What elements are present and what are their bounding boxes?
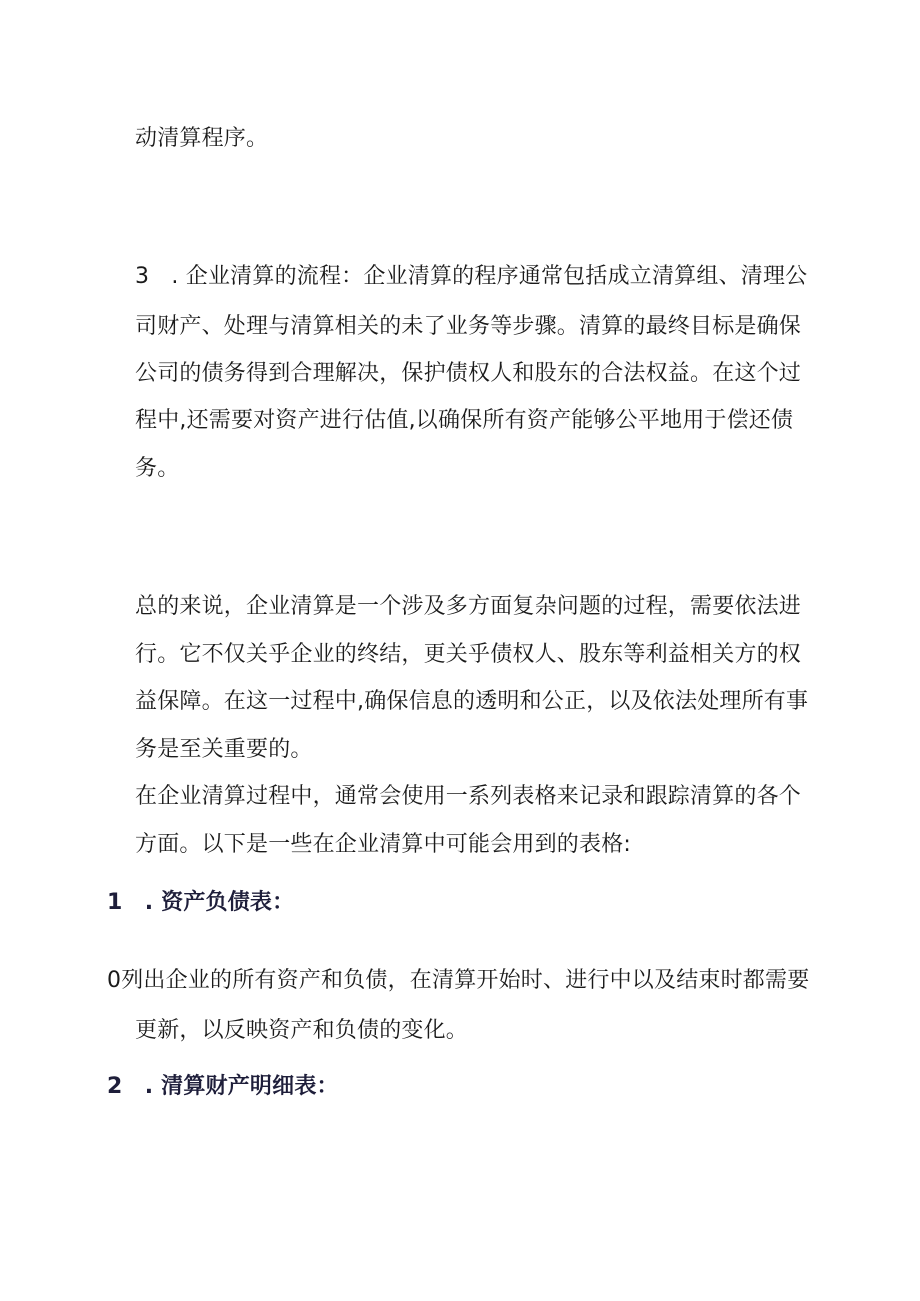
paragraph-line: 程中,还需要对资产进行估值,以确保所有资产能够公平地用于偿还债: [135, 408, 794, 433]
paragraph-line: 动清算程序。: [135, 126, 269, 151]
paragraph-line: 方面。以下是一些在企业清算中可能会用到的表格:: [135, 832, 632, 857]
paragraph-line: 益保障。在这一过程中,确保信息的透明和公正，以及依法处理所有事: [135, 689, 809, 714]
paragraph-line: 在企业清算过程中，通常会使用一系列表格来记录和跟踪清算的各个: [135, 784, 802, 809]
paragraph-line: 务。: [135, 456, 180, 481]
paragraph-line: 公司的债务得到合理解决，保护债权人和股东的合法权益。在这个过: [135, 361, 802, 386]
paragraph-line: 0列出企业的所有资产和负债，在清算开始时、进行中以及结束时都需要: [107, 968, 810, 993]
paragraph-line: 总的来说，企业清算是一个涉及多方面复杂问题的过程，需要依法进: [135, 594, 802, 619]
section-heading: 1 . 资产负债表：: [107, 890, 295, 915]
paragraph-line: 行。它不仅关乎企业的终结，更关乎债权人、股东等利益相关方的权: [135, 642, 802, 667]
paragraph-line: 务是至关重要的。: [135, 737, 313, 762]
paragraph-line: 3 . 企业清算的流程：企业清算的程序通常包括成立清算组、清理公: [135, 264, 808, 289]
paragraph-line: 司财产、处理与清算相关的未了业务等步骤。清算的最终目标是确保: [135, 314, 802, 339]
paragraph-line: 更新，以反映资产和负债的变化。: [135, 1018, 469, 1043]
section-heading: 2 . 清算财产明细表：: [107, 1074, 339, 1099]
